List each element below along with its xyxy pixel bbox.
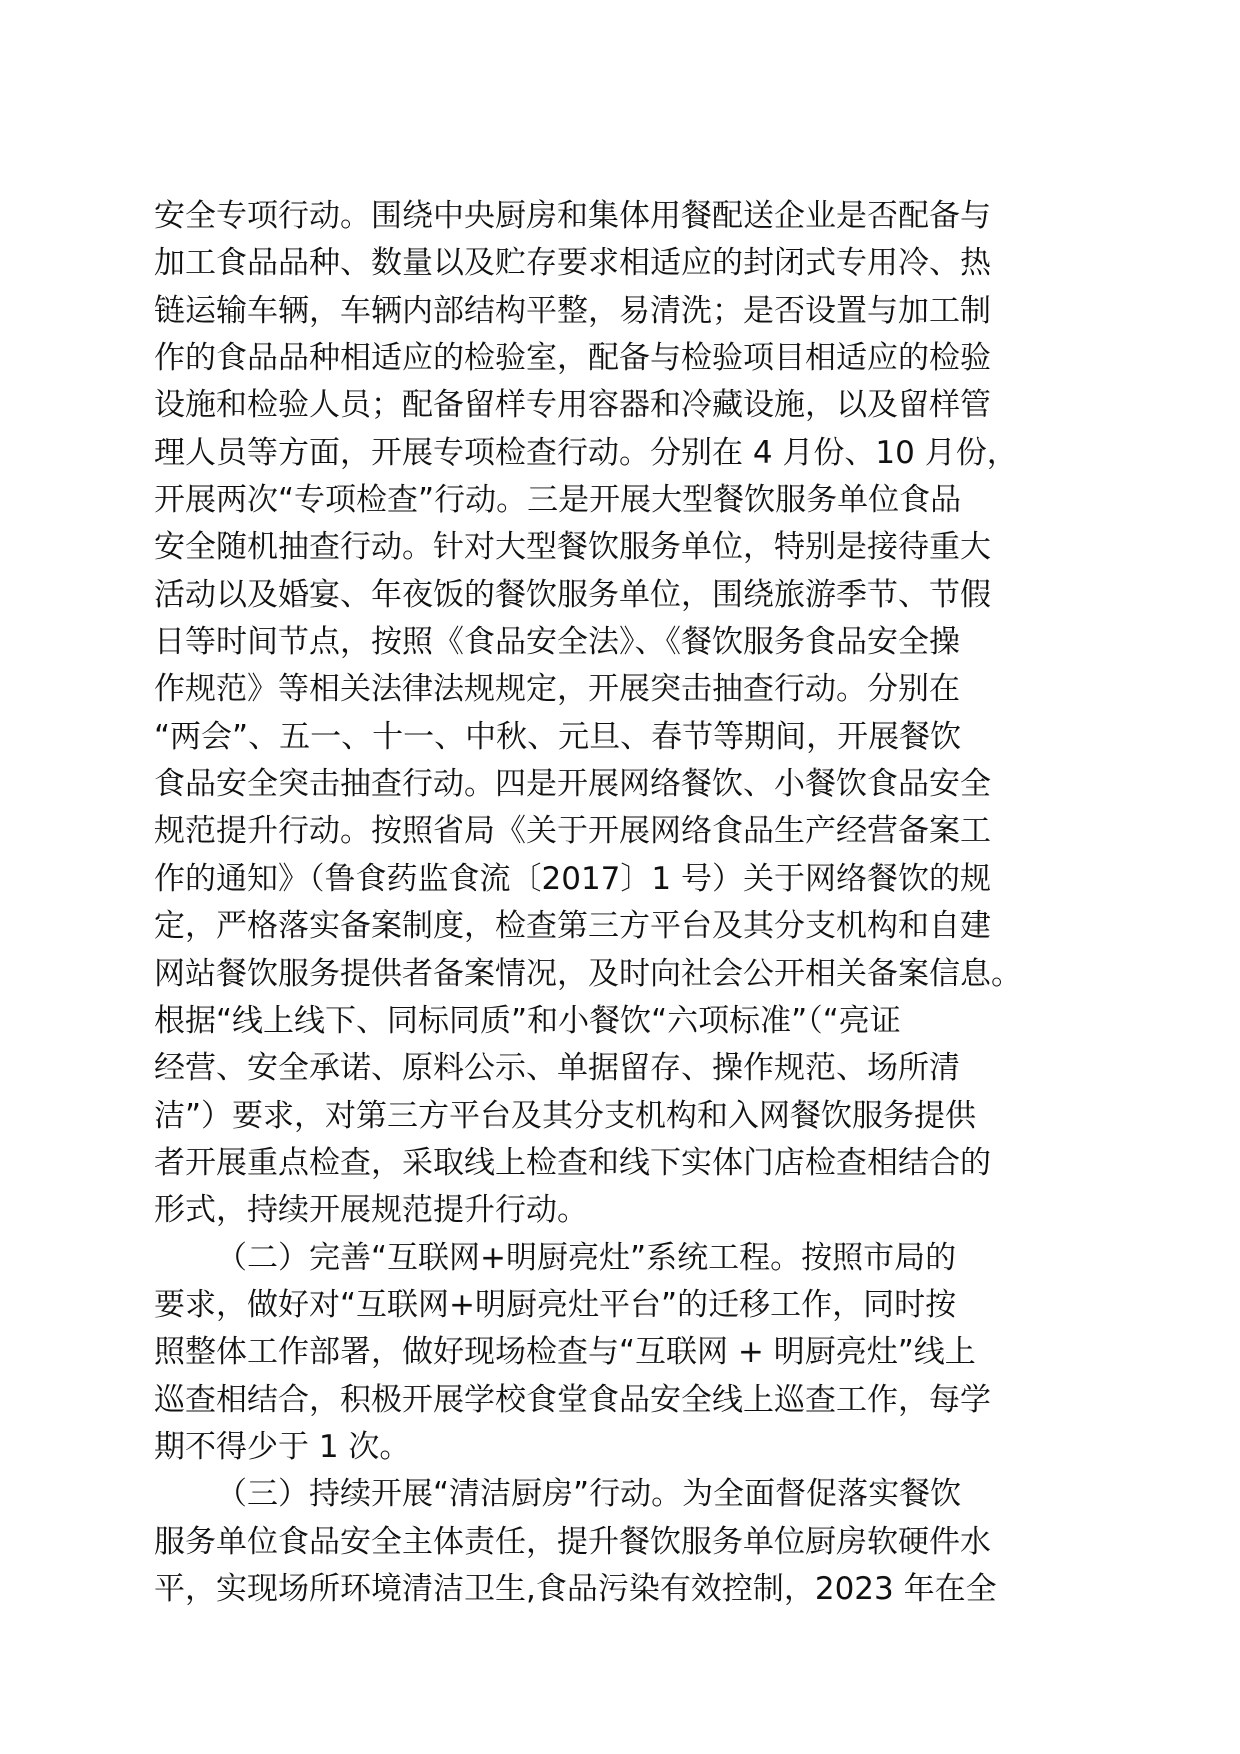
text-line: 规范提升行动。按照省局《关于开展网络食品生产经营备案工 <box>154 813 991 850</box>
text-line: 设施和检验人员；配备留样专用容器和冷藏设施，以及留样管 <box>154 387 991 424</box>
text-line: 作的通知》（鲁食药监食流〔2017〕1 号）关于网络餐饮的规 <box>154 860 991 897</box>
text-line: 者开展重点检查，采取线上检查和线下实体门店检查相结合的 <box>154 1144 991 1181</box>
text-line: 服务单位食品安全主体责任，提升餐饮服务单位厨房软硬件水 <box>154 1523 991 1560</box>
text-line: 作的食品品种相适应的检验室，配备与检验项目相适应的检验 <box>154 340 991 377</box>
text-line: 期不得少于 1 次。 <box>154 1428 411 1465</box>
text-line: 照整体工作部署，做好现场检查与“互联网 + 明厨亮灶”线上 <box>154 1334 976 1371</box>
text-line: 经营、安全承诺、原料公示、单据留存、操作规范、场所清 <box>154 1050 960 1087</box>
paragraph-start-line: （三）持续开展“清洁厨房”行动。为全面督促落实餐饮 <box>216 1476 962 1513</box>
text-line: 安全随机抽查行动。针对大型餐饮服务单位，特别是接待重大 <box>154 529 991 566</box>
text-line: 加工食品品种、数量以及贮存要求相适应的封闭式专用冷、热 <box>154 245 991 282</box>
text-line: 日等时间节点，按照《食品安全法》、《餐饮服务食品安全操 <box>154 624 960 661</box>
body-text <box>154 193 1094 1613</box>
text-line: 平，实现场所环境清洁卫生,食品污染有效控制，2023 年在全 <box>154 1570 997 1607</box>
text-line: 链运输车辆，车辆内部结构平整，易清洗；是否设置与加工制 <box>154 292 991 329</box>
text-line: 定，严格落实备案制度，检查第三方平台及其分支机构和自建 <box>154 908 991 945</box>
paragraph-start-line: （二）完善“互联网+明厨亮灶”系统工程。按照市局的 <box>216 1239 957 1276</box>
text-line: 巡查相结合，积极开展学校食堂食品安全线上巡查工作，每学 <box>154 1381 991 1418</box>
text-line: 要求，做好对“互联网+明厨亮灶平台”的迁移工作，同时按 <box>154 1286 957 1323</box>
text-line: 理人员等方面，开展专项检查行动。分别在 4 月份、10 月份， <box>154 434 1018 471</box>
text-line: “两会”、五一、十一、中秋、元旦、春节等期间，开展餐饮 <box>154 718 962 755</box>
text-line: 形式，持续开展规范提升行动。 <box>154 1192 588 1229</box>
text-line: 安全专项行动。围绕中央厨房和集体用餐配送企业是否配备与 <box>154 198 991 234</box>
text-line: 开展两次“专项检查”行动。三是开展大型餐饮服务单位食品 <box>154 482 962 519</box>
text-line: 活动以及婚宴、年夜饭的餐饮服务单位，围绕旅游季节、节假 <box>154 576 991 613</box>
text-line: 食品安全突击抽查行动。四是开展网络餐饮、小餐饮食品安全 <box>154 766 991 803</box>
text-line: 作规范》等相关法律法规规定，开展突击抽查行动。分别在 <box>154 671 960 708</box>
text-line: 洁”）要求，对第三方平台及其分支机构和入网餐饮服务提供 <box>154 1097 977 1134</box>
text-line: 根据“线上线下、同标同质”和小餐饮“六项标准”（“亮证 <box>154 1002 901 1039</box>
text-line: 网站餐饮服务提供者备案情况，及时向社会公开相关备案信息。 <box>154 955 1022 992</box>
